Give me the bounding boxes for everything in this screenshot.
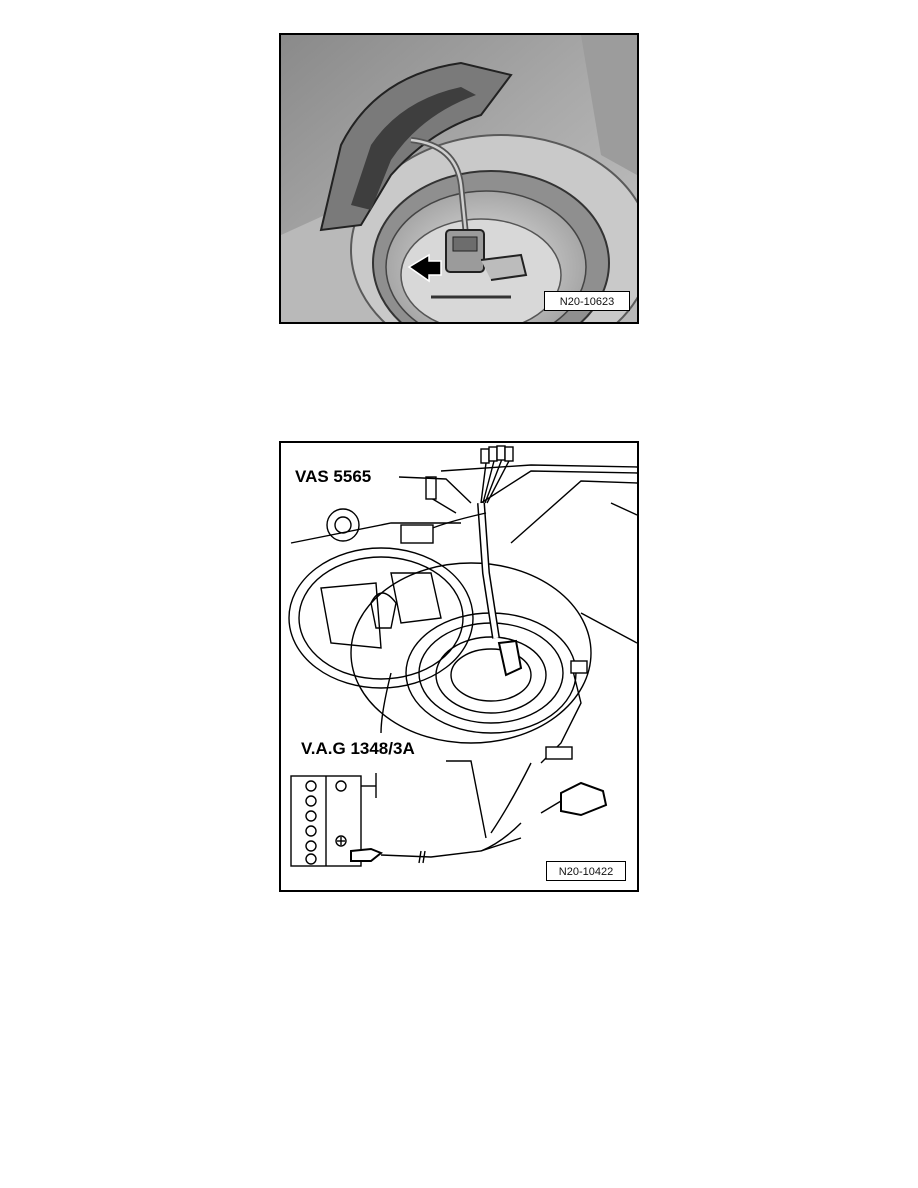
tool-label-vag-1348-3a: V.A.G 1348/3A bbox=[301, 739, 415, 758]
figure-id-label: N20-10422 bbox=[546, 861, 626, 881]
tool-label-vas-5565: VAS 5565 bbox=[295, 467, 372, 486]
figure-fuel-pump-flange bbox=[279, 33, 639, 324]
fuel-pump-flange-illustration bbox=[281, 35, 637, 322]
figure-id-label: N20-10623 bbox=[544, 291, 630, 311]
test-setup-line-drawing bbox=[281, 443, 637, 890]
figure-test-setup bbox=[279, 441, 639, 892]
